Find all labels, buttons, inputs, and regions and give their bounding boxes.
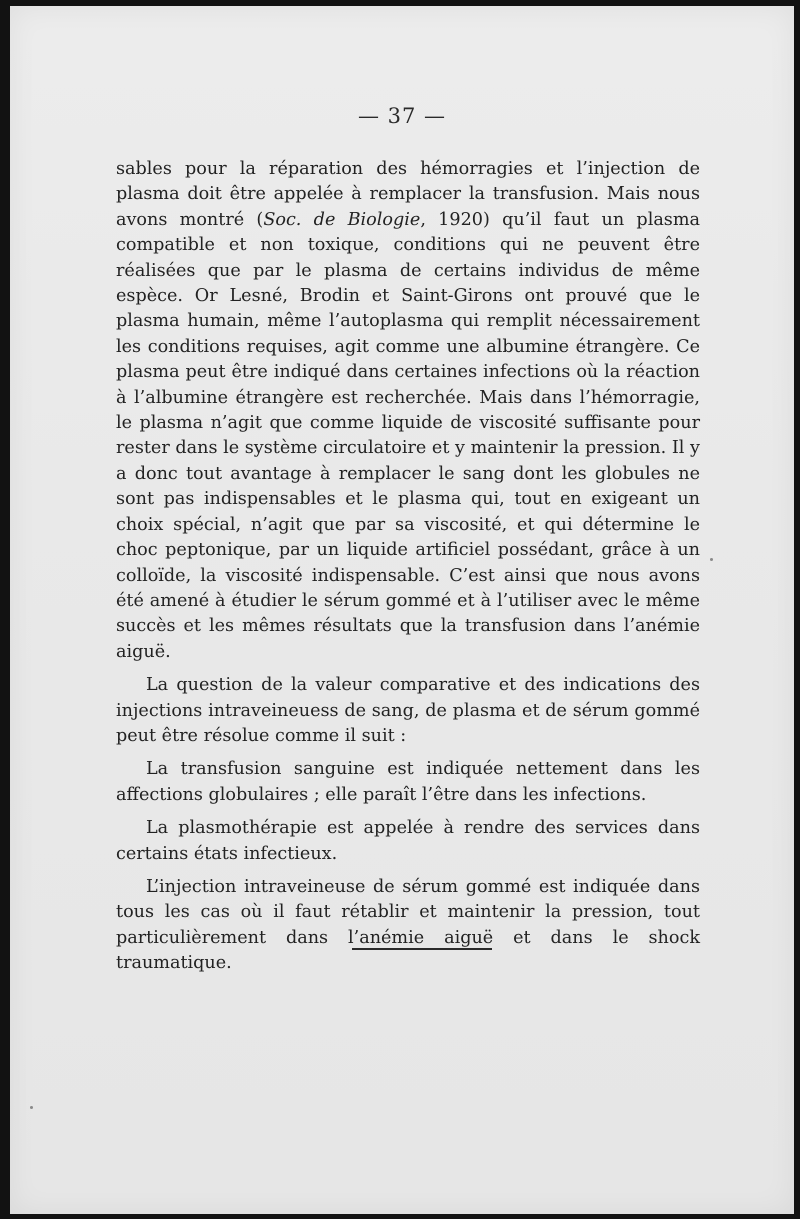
paragraph-3: La transfusion sanguine est indiquée nettement dans les affections globulaires ; elle paraît l’être dans les infections.: [116, 759, 700, 805]
paragraph-4: La plasmothérapie est appelée à rendre des services dans certains états infectieux.: [116, 818, 700, 864]
book-page: [10, 6, 794, 1214]
paragraph-2: La question de la valeur comparative et des indications des injections intraveineuess de sang, de plasma et de sérum gommé peut être résolue comme il suit :: [116, 675, 700, 746]
journal-title: Soc. de Biologie: [263, 209, 421, 230]
closing-rule: [352, 948, 492, 950]
paper-speck: [710, 558, 713, 561]
paragraph-1: [116, 157, 700, 665]
paragraph-1-part-3: , 1920) qu’il faut un plasma compatible et non toxique, conditions qui ne peuvent être réalisées que par le plasma de certains individus de même espèce. Or Lesné, Brodin et Saint-Girons ont prouvé que le plasma humain, même l’autoplasma qui remplit nécessairement les conditions requises, agit comme une albumine étrangère. Ce plasma peut être indiqué dans certaines infections où la réaction à l’albumine étrangère est recherchée. Mais dans l’hémorragie, le plasma n’agit que comme liquide de viscosité suffisante pour rester dans le système circulatoire et y maintenir la pression. Il y a donc tout avantage à remplacer le sang dont les globules ne sont pas indispensables et le plasma qui, tout en exigeant un choix spécial, n’agit que par sa viscosité, et qui détermine le choc peptonique, par un liquide artificiel possédant, grâce à un colloïde, la viscosité indispensable. C’est ainsi que nous avons été amené à étudier le sérum gommé et à l’utiliser avec le même succès et les mêmes résultats que la transfusion dans l’anémie aiguë.: [116, 209, 701, 662]
body-text: [116, 157, 700, 977]
paper-speck: [30, 1106, 33, 1109]
paragraph-1-part-1: sables pour la réparation des hémorragies et l’injection de plasma doit être appelée à remplacer la transfusion. Mais nous avons montré (: [116, 159, 700, 230]
page-number: — 37 —: [357, 104, 447, 128]
paragraph-5: L’injection intraveineuse de sérum gommé est indiquée dans tous les cas où il faut rétablir et maintenir la pression, tout particulièrement dans l’anémie aiguë et dans le shock traumatique.: [116, 876, 700, 974]
